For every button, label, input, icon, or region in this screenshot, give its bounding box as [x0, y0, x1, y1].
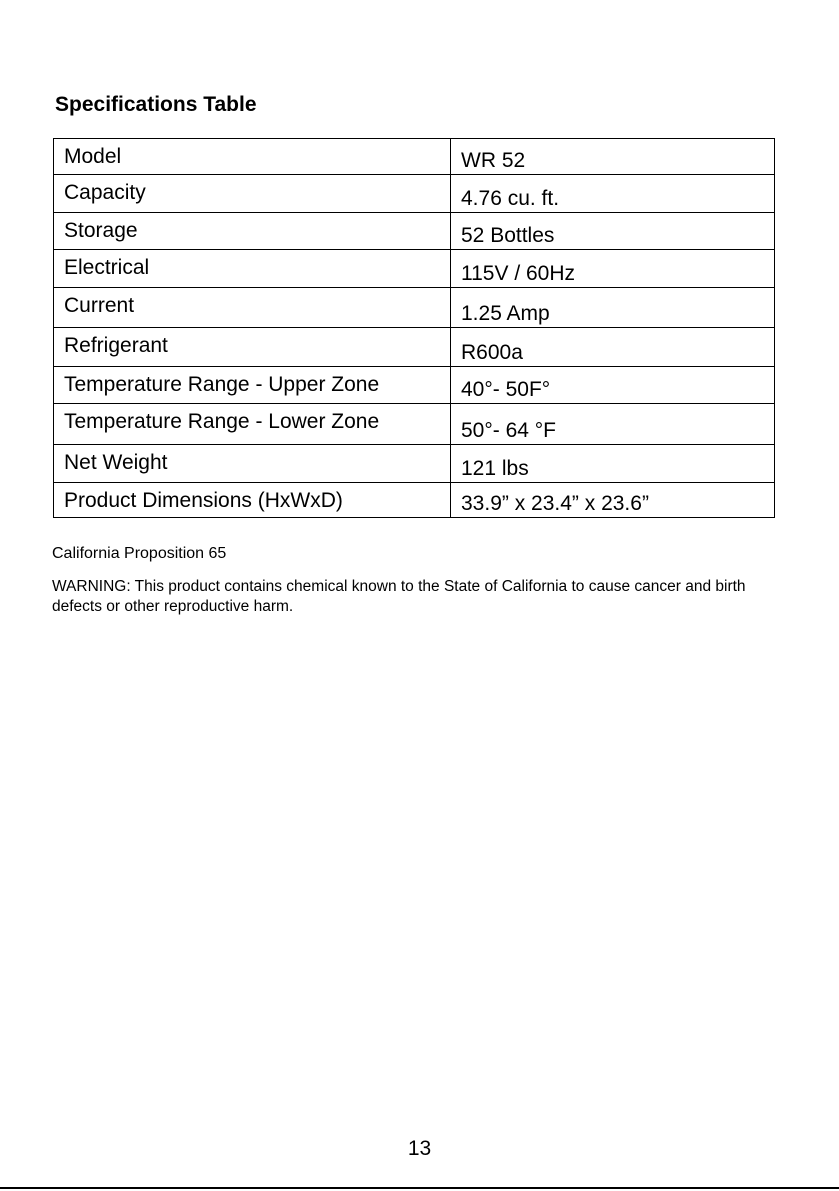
- spec-label-refrigerant: Refrigerant: [54, 328, 451, 367]
- spec-label-temp-upper: Temperature Range - Upper Zone: [54, 367, 451, 404]
- table-row: [54, 250, 775, 288]
- page-title: Specifications Table: [55, 93, 257, 116]
- spec-value-refrigerant: R600a: [451, 328, 775, 367]
- spec-label-model: Model: [54, 139, 451, 175]
- spec-value-dimensions: 33.9” x 23.4” x 23.6”: [451, 483, 775, 518]
- table-row: [54, 288, 775, 328]
- table-row: [54, 213, 775, 250]
- spec-value-current: 1.25 Amp: [451, 288, 775, 328]
- spec-value-storage: 52 Bottles: [451, 213, 775, 250]
- specifications-table: [53, 138, 775, 518]
- table-row: [54, 367, 775, 404]
- spec-value-model: WR 52: [451, 139, 775, 175]
- page-number: 13: [407, 1137, 432, 1160]
- spec-value-capacity: 4.76 cu. ft.: [451, 175, 775, 213]
- proposition-warning: WARNING: This product contains chemical known to the State of California to cause cancer and birth defects or other reproductive harm.: [52, 578, 746, 615]
- spec-value-electrical: 115V / 60Hz: [451, 250, 775, 288]
- table-row: [54, 175, 775, 213]
- table-row: [54, 483, 775, 518]
- spec-label-capacity: Capacity: [54, 175, 451, 213]
- spec-value-temp-upper: 40°- 50F°: [451, 367, 775, 404]
- spec-value-net-weight: 121 lbs: [451, 445, 775, 483]
- spec-label-storage: Storage: [54, 213, 451, 250]
- spec-label-dimensions: Product Dimensions (HxWxD): [54, 483, 451, 518]
- table-row: [54, 328, 775, 367]
- table-row: [54, 404, 775, 445]
- spec-label-current: Current: [54, 288, 451, 328]
- table-row: [54, 445, 775, 483]
- bottom-rule: [0, 1187, 839, 1189]
- spec-label-electrical: Electrical: [54, 250, 451, 288]
- table-row: [54, 139, 775, 175]
- spec-label-net-weight: Net Weight: [54, 445, 451, 483]
- spec-label-temp-lower: Temperature Range - Lower Zone: [54, 404, 451, 445]
- spec-value-temp-lower: 50°- 64 °F: [451, 404, 775, 445]
- proposition-heading: California Proposition 65: [52, 545, 227, 562]
